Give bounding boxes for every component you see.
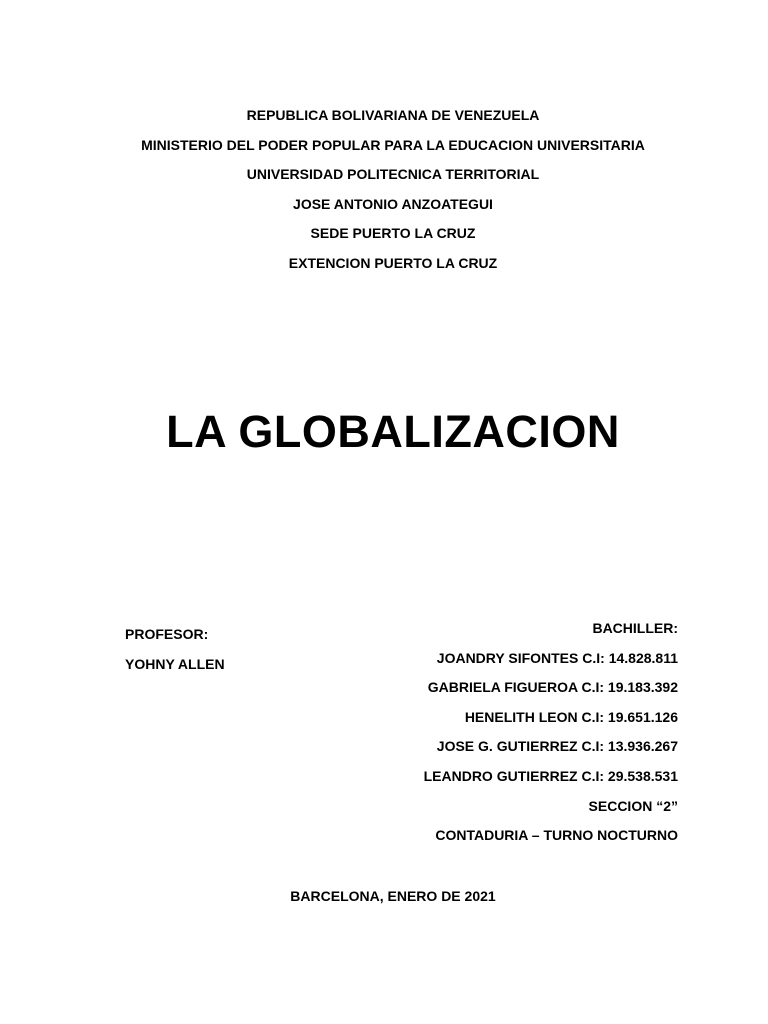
student-jose: JOSE G. GUTIERREZ C.I: 13.936.267 — [436, 738, 678, 755]
header-line-republica: REPUBLICA BOLIVARIANA DE VENEZUELA — [246, 107, 540, 123]
student-leandro: LEANDRO GUTIERREZ C.I: 29.538.531 — [423, 767, 678, 784]
student-joandry: JOANDRY SIFONTES C.I: 14.828.811 — [436, 649, 678, 666]
bachiller-block — [424, 621, 678, 858]
seccion-line: SECCION “2” — [588, 797, 678, 814]
header-line-anzoategui: JOSE ANTONIO ANZOATEGUI — [293, 195, 493, 212]
student-gabriela: GABRIELA FIGUEROA C.I: 19.183.392 — [427, 679, 678, 696]
carrera-line: CONTADURIA – TURNO NOCTURNO — [435, 827, 678, 844]
header-line-universidad: UNIVERSIDAD POLITECNICA TERRITORIAL — [246, 166, 540, 183]
header-line-extension: EXTENCION PUERTO LA CRUZ — [288, 254, 498, 271]
profesor-block — [125, 627, 225, 686]
profesor-name: YOHNY ALLEN — [125, 655, 225, 672]
header-line-sede: SEDE PUERTO LA CRUZ — [310, 225, 476, 242]
place-date-footer: BARCELONA, ENERO DE 2021 — [290, 888, 496, 904]
bachiller-label: BACHILLER: — [592, 620, 678, 636]
profesor-label: PROFESOR: — [125, 626, 209, 642]
student-henelith: HENELITH LEON C.I: 19.651.126 — [464, 708, 678, 725]
institution-header — [0, 108, 768, 286]
document-title: LA GLOBALIZACION — [166, 406, 620, 457]
header-line-ministerio: MINISTERIO DEL PODER POPULAR PARA LA EDUCACION UNIVERSITARIA — [141, 136, 645, 153]
